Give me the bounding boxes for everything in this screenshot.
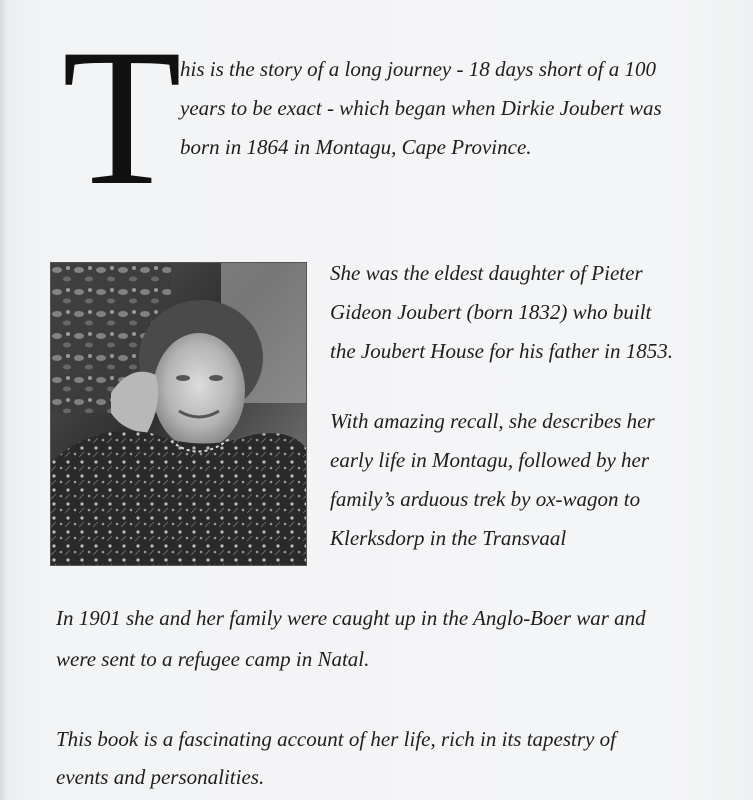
para3-line-2: were sent to a refugee camp in Natal. bbox=[56, 647, 370, 671]
intro-line-1: his is the story of a long journey - 18 days short of a 100 bbox=[180, 57, 656, 81]
side-para1-line-2: Gideon Joubert (born 1832) who built bbox=[330, 300, 652, 324]
intro-line-3: born in 1864 in Montagu, Cape Province. bbox=[180, 135, 532, 159]
intro-line-2: years to be exact - which began when Dirkie Joubert was bbox=[180, 96, 662, 120]
portrait-photo bbox=[50, 262, 307, 566]
side-para1-line-3: the Joubert House for his father in 1853. bbox=[330, 339, 673, 363]
drop-cap-letter: T bbox=[62, 9, 178, 226]
side-para2-line-1: With amazing recall, she describes her bbox=[330, 409, 655, 433]
side-para2-line-3: family’s arduous trek by ox-wagon to bbox=[330, 487, 641, 511]
portrait-photo-image bbox=[51, 263, 306, 565]
side-para2-line-4: Klerksdorp in the Transvaal bbox=[330, 526, 567, 550]
page-edge-shadow bbox=[0, 0, 8, 800]
side-para2-line-2: early life in Montagu, followed by her bbox=[330, 448, 650, 472]
side-para1-line-1: She was the eldest daughter of Pieter bbox=[330, 261, 643, 285]
para4-line-2: events and personalities. bbox=[56, 765, 265, 789]
para3-line-1: In 1901 she and her family were caught up in the Anglo-Boer war and bbox=[56, 606, 646, 630]
para4-line-1: This book is a fascinating account of her life, rich in its tapestry of bbox=[56, 727, 616, 751]
